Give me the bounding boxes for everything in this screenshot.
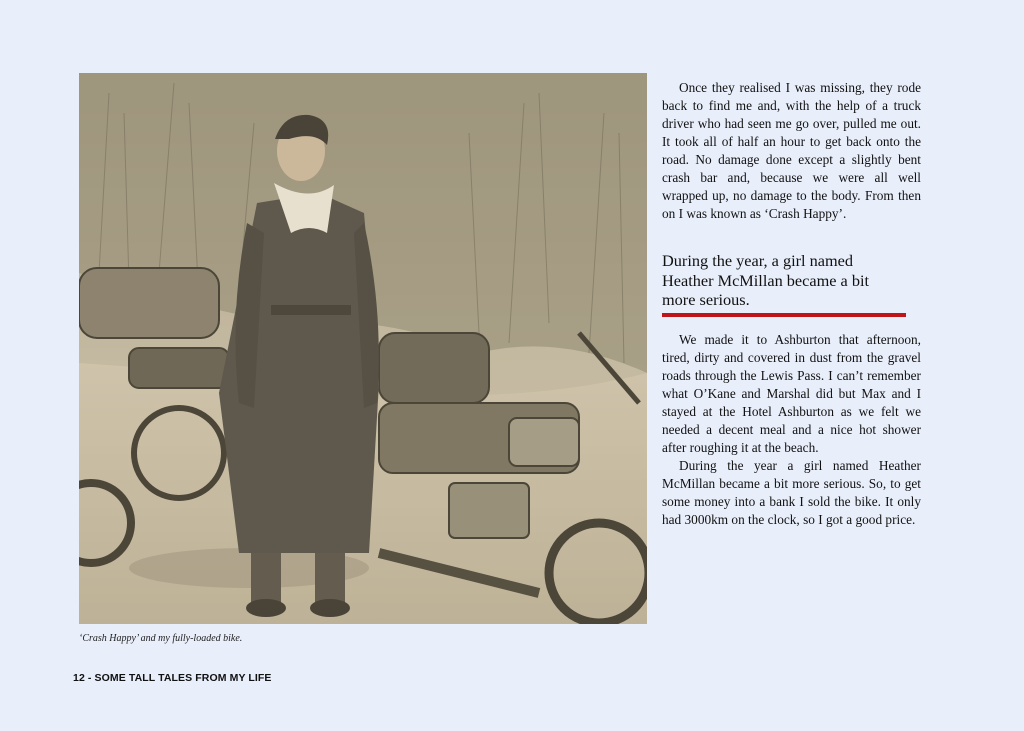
- page-footer: 12 - SOME TALL TALES FROM MY LIFE: [73, 672, 272, 684]
- heading-underline-rule: [662, 313, 906, 317]
- section-heading: During the year, a girl named Heather McMillan became a bit more serious.: [662, 251, 870, 309]
- paragraph-crash-happy: Once they realised I was missing, they rode back to find me and, with the help of a truck driver who had seen me go over, pulled me out. It took all of half an hour to get back onto the road. No damage done except a slightly bent crash bar and, because we were all well wrapped up, no damage to the body. From then on I was known as ‘Crash Happy’.: [662, 80, 921, 221]
- paragraph-ashburton: We made it to Ashburton that afternoon, tired, dirty and covered in dust from the gravel roads through the Lewis Pass. I can’t remember what O’Kane and Marshal did but Max and I stayed at the Hotel Ashburton as we felt we needed a decent meal and a nice hot shower after roughing it at the beach.: [662, 332, 921, 455]
- body-text-bottom: [662, 331, 921, 529]
- photo-caption: ‘Crash Happy’ and my fully-loaded bike.: [79, 633, 243, 644]
- paragraph-sold-bike: During the year a girl named Heather McMillan became a bit more serious. So, to get some money into a bank I sold the bike. It only had 3000km on the clock, so I got a good price.: [662, 458, 921, 527]
- body-text-top: [662, 79, 921, 223]
- photo-illustration: [79, 73, 647, 624]
- photograph: [79, 73, 647, 624]
